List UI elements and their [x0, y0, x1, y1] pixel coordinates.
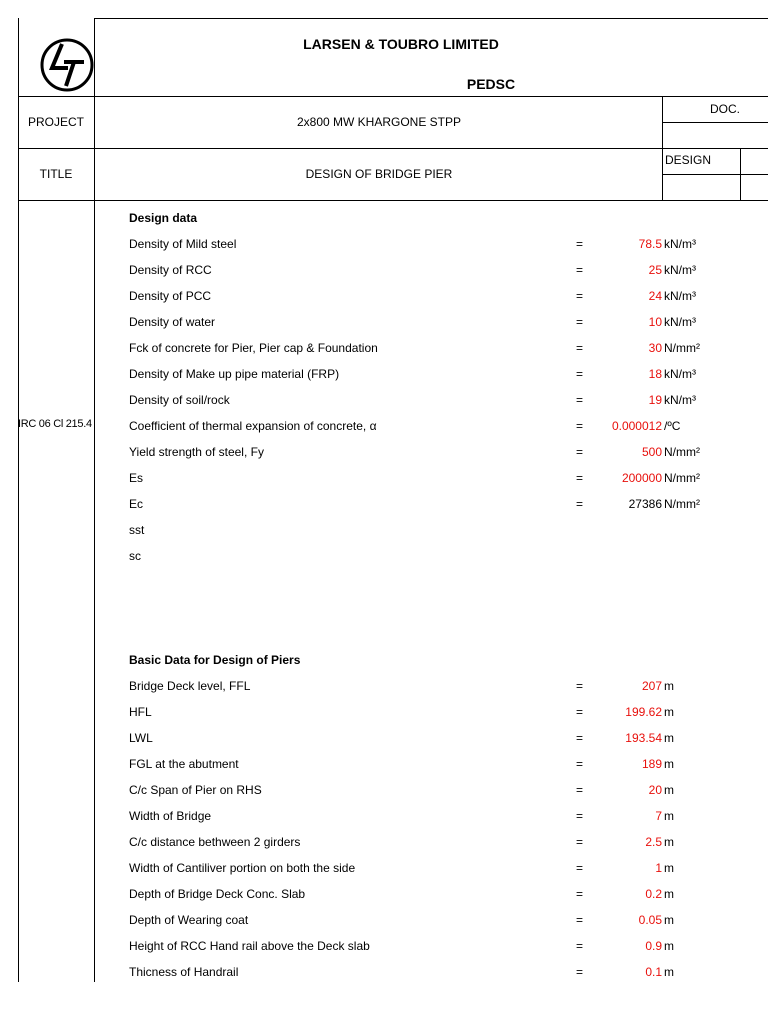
- row-unit: m: [664, 679, 674, 693]
- row-value[interactable]: 25: [648, 263, 662, 277]
- equals-sign: =: [576, 393, 584, 407]
- header-line-3: [18, 200, 768, 201]
- department-name: PEDSC: [466, 76, 516, 92]
- row-value[interactable]: 7: [655, 809, 662, 823]
- row-unit: m: [664, 731, 674, 745]
- row-label: Depth of Wearing coat: [129, 913, 249, 927]
- row-label: sst: [129, 523, 145, 537]
- data-row: [0, 679, 768, 697]
- data-row: [0, 783, 768, 801]
- equals-sign: =: [576, 835, 584, 849]
- row-value[interactable]: 200000: [621, 471, 662, 485]
- row-label: Yield strength of steel, Fy: [129, 445, 264, 459]
- equals-sign: =: [576, 965, 584, 979]
- code-reference: IRC 06 Cl 215.4: [18, 418, 92, 430]
- row-value[interactable]: 18: [648, 367, 662, 381]
- row-value[interactable]: 0.1: [645, 965, 662, 979]
- doc-label: DOC.: [710, 102, 740, 116]
- row-value[interactable]: 500: [641, 445, 662, 459]
- row-value[interactable]: 0.9: [645, 939, 662, 953]
- row-unit: N/mm²: [664, 471, 700, 485]
- data-row: [0, 809, 768, 827]
- row-unit: m: [664, 965, 674, 979]
- data-row: [0, 341, 768, 359]
- row-unit: kN/m³: [664, 263, 696, 277]
- equals-sign: =: [576, 913, 584, 927]
- equals-sign: =: [576, 783, 584, 797]
- row-label: sc: [129, 549, 141, 563]
- project-label: PROJECT: [27, 115, 84, 129]
- row-label: C/c distance bethween 2 girders: [129, 835, 301, 849]
- sheet-border-top: [94, 18, 768, 19]
- row-unit: kN/m³: [664, 367, 696, 381]
- row-label: FGL at the abutment: [129, 757, 239, 771]
- doc-divider: [662, 96, 663, 200]
- row-value[interactable]: 20: [648, 783, 662, 797]
- data-row: [0, 549, 768, 567]
- row-label: HFL: [129, 705, 152, 719]
- row-unit: m: [664, 705, 674, 719]
- row-value[interactable]: 24: [648, 289, 662, 303]
- row-unit: m: [664, 913, 674, 927]
- data-row: [0, 237, 768, 255]
- row-value[interactable]: 207: [641, 679, 662, 693]
- data-row: [0, 471, 768, 489]
- row-unit: N/mm²: [664, 497, 700, 511]
- equals-sign: =: [576, 341, 584, 355]
- row-value[interactable]: 10: [648, 315, 662, 329]
- row-unit: kN/m³: [664, 315, 696, 329]
- row-value[interactable]: 199.62: [625, 705, 662, 719]
- equals-sign: =: [576, 497, 584, 511]
- data-row: [0, 497, 768, 515]
- data-row: [0, 939, 768, 957]
- row-value[interactable]: 193.54: [625, 731, 662, 745]
- row-label: Density of Make up pipe material (FRP): [129, 367, 340, 381]
- row-unit: m: [664, 939, 674, 953]
- row-unit: m: [664, 887, 674, 901]
- row-unit: m: [664, 861, 674, 875]
- equals-sign: =: [576, 705, 584, 719]
- equals-sign: =: [576, 861, 584, 875]
- row-label: C/c Span of Pier on RHS: [129, 783, 262, 797]
- design-data-heading: Design data: [129, 211, 198, 225]
- design-line: [662, 174, 768, 175]
- row-unit: m: [664, 783, 674, 797]
- equals-sign: =: [576, 939, 584, 953]
- row-value[interactable]: 189: [641, 757, 662, 771]
- row-value[interactable]: 27386: [628, 497, 662, 511]
- row-unit: N/mm²: [664, 341, 700, 355]
- data-row: [0, 835, 768, 853]
- row-label: Density of Mild steel: [129, 237, 237, 251]
- row-label: Density of RCC: [129, 263, 212, 277]
- design-divider: [740, 148, 741, 200]
- header-line-1: [18, 96, 768, 97]
- data-row: [0, 731, 768, 749]
- data-row: [0, 887, 768, 905]
- row-label: Density of soil/rock: [129, 393, 230, 407]
- design-label: DESIGN: [665, 153, 712, 167]
- equals-sign: =: [576, 263, 584, 277]
- row-label: Density of PCC: [129, 289, 212, 303]
- row-unit: m: [664, 809, 674, 823]
- equals-sign: =: [576, 315, 584, 329]
- row-label: Width of Cantiliver portion on both the side: [129, 861, 356, 875]
- row-label: Fck of concrete for Pier, Pier cap & Foundation: [129, 341, 378, 355]
- data-row: [0, 393, 768, 411]
- row-value[interactable]: 78.5: [638, 237, 662, 251]
- equals-sign: =: [576, 731, 584, 745]
- equals-sign: =: [576, 237, 584, 251]
- row-value[interactable]: 0.2: [645, 887, 662, 901]
- doc-line: [662, 122, 768, 123]
- equals-sign: =: [576, 419, 584, 433]
- row-label: Width of Bridge: [129, 809, 212, 823]
- equals-sign: =: [576, 471, 584, 485]
- equals-sign: =: [576, 445, 584, 459]
- row-unit: kN/m³: [664, 393, 696, 407]
- equals-sign: =: [576, 809, 584, 823]
- equals-sign: =: [576, 679, 584, 693]
- row-unit: m: [664, 757, 674, 771]
- row-label: Ec: [129, 497, 144, 511]
- equals-sign: =: [576, 289, 584, 303]
- equals-sign: =: [576, 887, 584, 901]
- data-row: [0, 367, 768, 385]
- row-label: Thicness of Handrail: [129, 965, 239, 979]
- data-row: [0, 913, 768, 931]
- lt-logo-icon: [40, 38, 94, 92]
- row-label: Depth of Bridge Deck Conc. Slab: [129, 887, 306, 901]
- basic-data-heading: Basic Data for Design of Piers: [129, 653, 301, 667]
- data-row: [0, 523, 768, 541]
- row-unit: kN/m³: [664, 237, 696, 251]
- title-label: TITLE: [39, 167, 73, 181]
- data-row: [0, 705, 768, 723]
- row-label: LWL: [129, 731, 153, 745]
- data-row: [0, 289, 768, 307]
- data-row: [0, 419, 768, 437]
- row-unit: kN/m³: [664, 289, 696, 303]
- row-value[interactable]: 2.5: [645, 835, 662, 849]
- row-unit: m: [664, 835, 674, 849]
- row-label: Bridge Deck level, FFL: [129, 679, 251, 693]
- row-value[interactable]: 0.000012: [611, 419, 662, 433]
- row-label: Density of water: [129, 315, 216, 329]
- row-label: Es: [129, 471, 144, 485]
- data-row: [0, 315, 768, 333]
- data-row: [0, 445, 768, 463]
- data-row: [0, 861, 768, 879]
- data-row: [0, 263, 768, 281]
- row-unit: N/mm²: [664, 445, 700, 459]
- row-value[interactable]: 1: [655, 861, 662, 875]
- equals-sign: =: [576, 757, 584, 771]
- project-value: 2x800 MW KHARGONE STPP: [296, 115, 462, 129]
- row-value[interactable]: 30: [648, 341, 662, 355]
- row-label: Coefficient of thermal expansion of concrete, α: [129, 419, 377, 433]
- header-line-2: [18, 148, 768, 149]
- title-value: DESIGN OF BRIDGE PIER: [305, 167, 453, 181]
- row-label: Height of RCC Hand rail above the Deck slab: [129, 939, 370, 953]
- equals-sign: =: [576, 367, 584, 381]
- row-value[interactable]: 0.05: [638, 913, 662, 927]
- row-unit: /ºC: [664, 419, 681, 433]
- data-row: [0, 965, 768, 983]
- company-name: LARSEN & TOUBRO LIMITED: [303, 36, 499, 52]
- row-value[interactable]: 19: [648, 393, 662, 407]
- data-row: [0, 757, 768, 775]
